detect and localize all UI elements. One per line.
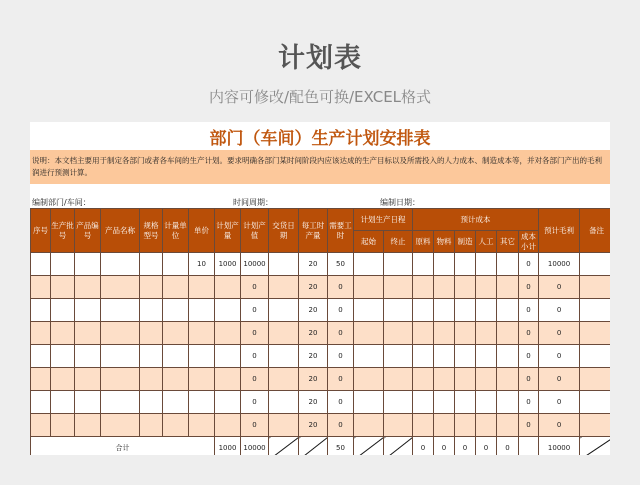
- cell-qty[interactable]: [215, 322, 241, 345]
- cell-value[interactable]: 10000: [241, 253, 269, 276]
- cell-profit[interactable]: 0: [539, 391, 580, 414]
- cell-note[interactable]: [580, 253, 610, 276]
- cell-raw[interactable]: [413, 345, 434, 368]
- total-raw: 0: [413, 437, 434, 456]
- cell-material[interactable]: [434, 322, 455, 345]
- cell-name[interactable]: [101, 391, 140, 414]
- cell-material[interactable]: [434, 391, 455, 414]
- cell-seq[interactable]: [31, 322, 51, 345]
- cell-qty[interactable]: 1000: [215, 253, 241, 276]
- total-manufacture: 0: [455, 437, 476, 456]
- cell-qty[interactable]: [215, 414, 241, 437]
- cell-subtotal[interactable]: 0: [519, 276, 539, 299]
- plan-table: [30, 208, 610, 455]
- cell-start[interactable]: [354, 345, 384, 368]
- total-material: 0: [434, 437, 455, 456]
- cell-manufacture[interactable]: [455, 391, 476, 414]
- cell-spec[interactable]: [140, 391, 163, 414]
- cell-batch[interactable]: [51, 345, 75, 368]
- cell-price[interactable]: [189, 299, 215, 322]
- cell-labor[interactable]: [476, 322, 497, 345]
- cell-delivery[interactable]: [269, 299, 299, 322]
- cell-note[interactable]: [580, 299, 610, 322]
- cell-note[interactable]: [580, 276, 610, 299]
- table-row: [31, 345, 611, 368]
- cell-value[interactable]: 0: [241, 345, 269, 368]
- cell-raw[interactable]: [413, 414, 434, 437]
- cell-spec[interactable]: [140, 345, 163, 368]
- cell-name[interactable]: [101, 299, 140, 322]
- cell-qty[interactable]: [215, 345, 241, 368]
- cell-delivery[interactable]: [269, 368, 299, 391]
- total-start-diagonal: [354, 437, 384, 456]
- cell-subtotal[interactable]: 0: [519, 253, 539, 276]
- header-end: 终止: [384, 231, 413, 253]
- cell-value[interactable]: 0: [241, 414, 269, 437]
- cell-unit[interactable]: [163, 322, 189, 345]
- cell-labor[interactable]: [476, 299, 497, 322]
- cell-spec[interactable]: [140, 322, 163, 345]
- cell-note[interactable]: [580, 391, 610, 414]
- cell-labor[interactable]: [476, 414, 497, 437]
- cell-start[interactable]: [354, 253, 384, 276]
- cell-profit[interactable]: 0: [539, 345, 580, 368]
- cell-note[interactable]: [580, 322, 610, 345]
- cell-material[interactable]: [434, 414, 455, 437]
- cell-labor[interactable]: [476, 391, 497, 414]
- cell-hours[interactable]: 0: [328, 299, 354, 322]
- total-profit: 10000: [539, 437, 580, 456]
- cell-delivery[interactable]: [269, 322, 299, 345]
- cell-manufacture[interactable]: [455, 322, 476, 345]
- cell-other[interactable]: [497, 276, 519, 299]
- cell-unit[interactable]: [163, 368, 189, 391]
- cell-hours[interactable]: 0: [328, 414, 354, 437]
- cell-code[interactable]: [75, 299, 101, 322]
- cell-seq[interactable]: [31, 391, 51, 414]
- cell-material[interactable]: [434, 345, 455, 368]
- total-other: 0: [497, 437, 519, 456]
- cell-batch[interactable]: [51, 368, 75, 391]
- header-price: 单价: [189, 209, 215, 253]
- cell-spec[interactable]: [140, 299, 163, 322]
- cell-start[interactable]: [354, 368, 384, 391]
- cell-manufacture[interactable]: [455, 253, 476, 276]
- cell-code[interactable]: [75, 391, 101, 414]
- cell-other[interactable]: [497, 253, 519, 276]
- cell-code[interactable]: [75, 276, 101, 299]
- cell-end[interactable]: [384, 276, 413, 299]
- cell-batch[interactable]: [51, 299, 75, 322]
- cell-labor[interactable]: [476, 345, 497, 368]
- header-schedule: 计划生产日程: [354, 209, 413, 231]
- cell-hours[interactable]: 0: [328, 345, 354, 368]
- cell-unit[interactable]: [163, 276, 189, 299]
- cell-material[interactable]: [434, 276, 455, 299]
- cell-delivery[interactable]: [269, 276, 299, 299]
- cell-qty[interactable]: [215, 391, 241, 414]
- cell-end[interactable]: [384, 368, 413, 391]
- cell-profit[interactable]: 10000: [539, 253, 580, 276]
- table-row: [31, 322, 611, 345]
- cell-other[interactable]: [497, 345, 519, 368]
- total-hours: 50: [328, 437, 354, 456]
- cell-profit[interactable]: 0: [539, 322, 580, 345]
- cell-name[interactable]: [101, 253, 140, 276]
- cell-seq[interactable]: [31, 345, 51, 368]
- period-label: 时间周期：: [233, 198, 273, 207]
- cell-subtotal[interactable]: 0: [519, 322, 539, 345]
- cell-end[interactable]: [384, 253, 413, 276]
- cell-other[interactable]: [497, 368, 519, 391]
- cell-seq[interactable]: [31, 253, 51, 276]
- header-other: 其它: [497, 231, 519, 253]
- header-note: 备注: [580, 209, 610, 253]
- cell-price[interactable]: [189, 368, 215, 391]
- cell-manufacture[interactable]: [455, 276, 476, 299]
- cell-end[interactable]: [384, 391, 413, 414]
- cell-name[interactable]: [101, 322, 140, 345]
- cell-hours[interactable]: 50: [328, 253, 354, 276]
- cell-per_hour[interactable]: 20: [299, 253, 328, 276]
- cell-profit[interactable]: 0: [539, 414, 580, 437]
- header-seq: 序号: [31, 209, 51, 253]
- table-row: [31, 253, 611, 276]
- cell-labor[interactable]: [476, 276, 497, 299]
- cell-end[interactable]: [384, 299, 413, 322]
- cell-per_hour[interactable]: 20: [299, 299, 328, 322]
- cell-spec[interactable]: [140, 414, 163, 437]
- cell-hours[interactable]: 0: [328, 391, 354, 414]
- header-spec: 规格型号: [140, 209, 163, 253]
- cell-profit[interactable]: 0: [539, 299, 580, 322]
- cell-batch[interactable]: [51, 322, 75, 345]
- cell-delivery[interactable]: [269, 391, 299, 414]
- cell-value[interactable]: 0: [241, 391, 269, 414]
- cell-unit[interactable]: [163, 414, 189, 437]
- cell-price[interactable]: [189, 345, 215, 368]
- cell-per_hour[interactable]: 20: [299, 368, 328, 391]
- cell-name[interactable]: [101, 368, 140, 391]
- cell-price[interactable]: [189, 391, 215, 414]
- cell-profit[interactable]: 0: [539, 276, 580, 299]
- total-subtotal: [519, 437, 539, 456]
- cell-raw[interactable]: [413, 299, 434, 322]
- cell-spec[interactable]: [140, 276, 163, 299]
- page-subtitle: 内容可修改/配色可换/EXCEL格式: [208, 88, 432, 106]
- cell-manufacture[interactable]: [455, 345, 476, 368]
- cell-hours[interactable]: 0: [328, 368, 354, 391]
- cell-unit[interactable]: [163, 253, 189, 276]
- cell-labor[interactable]: [476, 253, 497, 276]
- cell-raw[interactable]: [413, 391, 434, 414]
- cell-delivery[interactable]: [269, 414, 299, 437]
- cell-delivery[interactable]: [269, 253, 299, 276]
- cell-manufacture[interactable]: [455, 299, 476, 322]
- header-cost: 预计成本: [413, 209, 539, 231]
- cell-material[interactable]: [434, 253, 455, 276]
- cell-price[interactable]: [189, 414, 215, 437]
- description: 说明：本文档主要用于制定各部门或者各车间的生产计划。要求明确各部门某时间阶段内应该达成的生产目标以及所需投入的人力成本、制造成本等，并对各部门产出的毛利润进行预测计算。: [30, 150, 610, 184]
- header-hours: 需要工时: [328, 209, 354, 253]
- cell-value[interactable]: 0: [241, 368, 269, 391]
- cell-seq[interactable]: [31, 276, 51, 299]
- cell-per_hour[interactable]: 20: [299, 276, 328, 299]
- cell-per_hour[interactable]: 20: [299, 322, 328, 345]
- table-row: [31, 299, 611, 322]
- cell-batch[interactable]: [51, 391, 75, 414]
- cell-raw[interactable]: [413, 276, 434, 299]
- cell-batch[interactable]: [51, 276, 75, 299]
- total-label: 合计: [31, 437, 215, 456]
- dept-label: 编制部门/车间：: [32, 198, 91, 207]
- spreadsheet: [30, 122, 610, 455]
- cell-manufacture[interactable]: [455, 414, 476, 437]
- page-title: 计划表: [278, 43, 362, 74]
- cell-other[interactable]: [497, 391, 519, 414]
- header-code: 产品编号: [75, 209, 101, 253]
- table-row: [31, 414, 611, 437]
- cell-delivery[interactable]: [269, 345, 299, 368]
- cell-raw[interactable]: [413, 322, 434, 345]
- header-per_hour: 每工时产量: [299, 209, 328, 253]
- cell-material[interactable]: [434, 368, 455, 391]
- cell-seq[interactable]: [31, 299, 51, 322]
- total-note-diagonal: [580, 437, 610, 456]
- cell-subtotal[interactable]: 0: [519, 345, 539, 368]
- total-delivery-diagonal: [269, 437, 299, 456]
- cell-other[interactable]: [497, 299, 519, 322]
- header-unit: 计量单位: [163, 209, 189, 253]
- cell-hours[interactable]: 0: [328, 322, 354, 345]
- cell-per_hour[interactable]: 20: [299, 391, 328, 414]
- table-row: [31, 368, 611, 391]
- cell-start[interactable]: [354, 299, 384, 322]
- cell-code[interactable]: [75, 345, 101, 368]
- cell-batch[interactable]: [51, 253, 75, 276]
- header-subtotal: 成本小计: [519, 231, 539, 253]
- cell-name[interactable]: [101, 276, 140, 299]
- cell-code[interactable]: [75, 322, 101, 345]
- total-per_hour-diagonal: [299, 437, 328, 456]
- total-row: [31, 437, 611, 456]
- cell-qty[interactable]: [215, 276, 241, 299]
- cell-value[interactable]: 0: [241, 276, 269, 299]
- cell-labor[interactable]: [476, 368, 497, 391]
- cell-unit[interactable]: [163, 345, 189, 368]
- total-end-diagonal: [384, 437, 413, 456]
- cell-note[interactable]: [580, 368, 610, 391]
- cell-value[interactable]: 0: [241, 322, 269, 345]
- cell-subtotal[interactable]: 0: [519, 368, 539, 391]
- sheet-title: 部门（车间）生产计划安排表: [209, 129, 431, 149]
- table-row: [31, 276, 611, 299]
- cell-price[interactable]: 10: [189, 253, 215, 276]
- cell-spec[interactable]: [140, 253, 163, 276]
- cell-end[interactable]: [384, 345, 413, 368]
- cell-hours[interactable]: 0: [328, 276, 354, 299]
- cell-batch[interactable]: [51, 414, 75, 437]
- cell-unit[interactable]: [163, 299, 189, 322]
- cell-price[interactable]: [189, 322, 215, 345]
- header-raw: 原料: [413, 231, 434, 253]
- cell-material[interactable]: [434, 299, 455, 322]
- cell-start[interactable]: [354, 276, 384, 299]
- cell-per_hour[interactable]: 20: [299, 345, 328, 368]
- cell-subtotal[interactable]: 0: [519, 299, 539, 322]
- cell-raw[interactable]: [413, 253, 434, 276]
- header-manufacture: 制造: [455, 231, 476, 253]
- cell-name[interactable]: [101, 345, 140, 368]
- header-qty: 计划产量: [215, 209, 241, 253]
- cell-end[interactable]: [384, 322, 413, 345]
- cell-spec[interactable]: [140, 368, 163, 391]
- header-name: 产品名称: [101, 209, 140, 253]
- cell-code[interactable]: [75, 253, 101, 276]
- total-value: 10000: [241, 437, 269, 456]
- cell-value[interactable]: 0: [241, 299, 269, 322]
- cell-price[interactable]: [189, 276, 215, 299]
- cell-end[interactable]: [384, 414, 413, 437]
- cell-start[interactable]: [354, 391, 384, 414]
- cell-start[interactable]: [354, 322, 384, 345]
- cell-seq[interactable]: [31, 414, 51, 437]
- cell-code[interactable]: [75, 414, 101, 437]
- total-labor: 0: [476, 437, 497, 456]
- header-profit: 预计毛利: [539, 209, 580, 253]
- header-delivery: 交货日期: [269, 209, 299, 253]
- header-labor: 人工: [476, 231, 497, 253]
- cell-seq[interactable]: [31, 368, 51, 391]
- cell-other[interactable]: [497, 414, 519, 437]
- cell-manufacture[interactable]: [455, 368, 476, 391]
- header-batch: 生产批号: [51, 209, 75, 253]
- cell-subtotal[interactable]: 0: [519, 414, 539, 437]
- cell-qty[interactable]: [215, 299, 241, 322]
- date-label: 编制日期：: [380, 198, 420, 207]
- table-row: [31, 391, 611, 414]
- cell-unit[interactable]: [163, 391, 189, 414]
- cell-name[interactable]: [101, 414, 140, 437]
- cell-other[interactable]: [497, 322, 519, 345]
- header-value: 计划产值: [241, 209, 269, 253]
- cell-code[interactable]: [75, 368, 101, 391]
- cell-profit[interactable]: 0: [539, 368, 580, 391]
- cell-subtotal[interactable]: 0: [519, 391, 539, 414]
- cell-start[interactable]: [354, 414, 384, 437]
- cell-qty[interactable]: [215, 368, 241, 391]
- header-start: 起始: [354, 231, 384, 253]
- cell-note[interactable]: [580, 414, 610, 437]
- cell-raw[interactable]: [413, 368, 434, 391]
- header-material: 物料: [434, 231, 455, 253]
- cell-note[interactable]: [580, 345, 610, 368]
- cell-per_hour[interactable]: 20: [299, 414, 328, 437]
- total-qty: 1000: [215, 437, 241, 456]
